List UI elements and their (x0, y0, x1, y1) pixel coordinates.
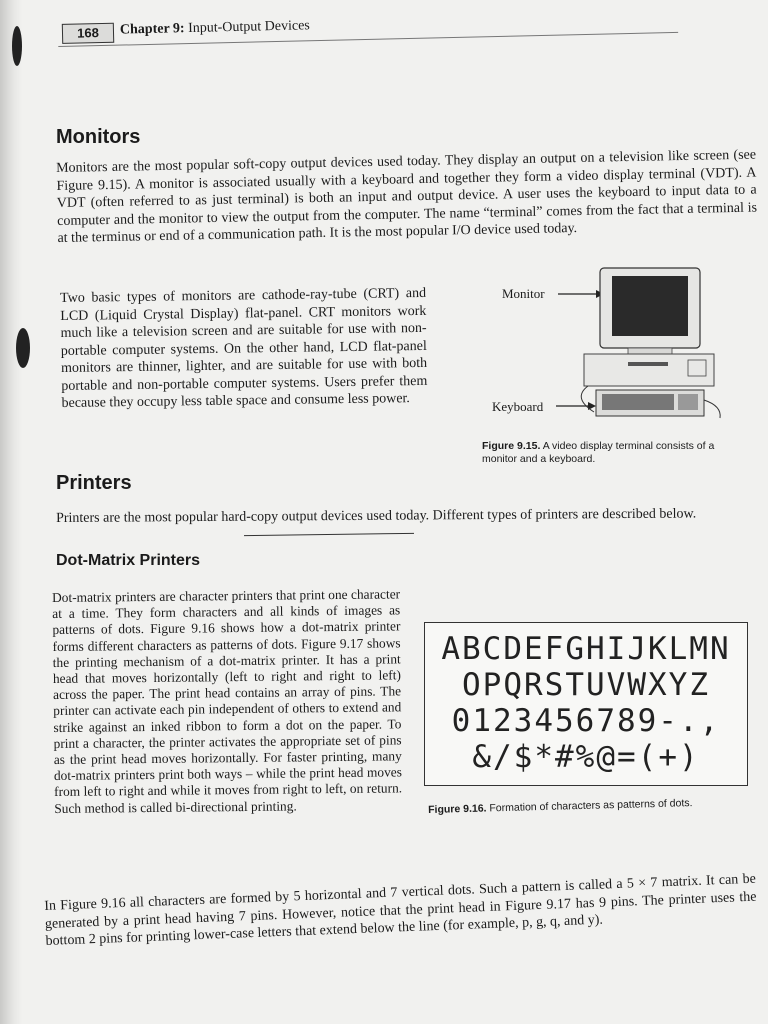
dot-matrix-line-3: 0123456789-., (451, 703, 721, 739)
figure-9-16-number: Figure 9.16. (428, 802, 487, 816)
monitors-heading: Monitors (56, 126, 141, 148)
keyboard-label: Keyboard (492, 399, 544, 414)
chapter-name: Input-Output Devices (187, 18, 310, 37)
page-number: 168 (62, 23, 114, 44)
dot-matrix-heading: Dot-Matrix Printers (56, 552, 201, 569)
figure-9-15-number: Figure 9.15. (482, 440, 541, 452)
figure-9-16-caption (428, 796, 748, 817)
dot-matrix-line-1: ABCDEFGHIJKLMN (441, 631, 731, 667)
monitors-paragraph: Monitors are the most popular soft-copy output devices used today. They display an output on a television like screen (see Figure 9.15). A monitor is associated usually with a keyboard and together they form a video display terminal (VDT). A VDT (often referred to as just terminal) is both an input and output device. A user uses the keyboard to input data to a computer and the monitor to view the output from the computer. The name “terminal” comes from the fact that a terminal is at the terminus or end of a communication path. It is the most popular I/O device used today. (56, 147, 758, 246)
figure-9-15 (482, 262, 768, 465)
printers-paragraph: Printers are the most popular hard-copy output devices used today. Different types of printers are described below. (56, 506, 697, 526)
chapter-label: Chapter 9: (119, 21, 185, 38)
dot-matrix-line-4: &/$*#%@=(+) (472, 739, 700, 775)
figure-9-15-caption (482, 440, 752, 466)
binding-mark-top (12, 26, 22, 66)
dot-matrix-line-2: OPQRSTUVWXYZ (462, 667, 710, 703)
monitor-label: Monitor (502, 286, 545, 301)
printers-heading: Printers (56, 472, 132, 494)
chapter-title (120, 18, 310, 38)
monitor-types-paragraph: Two basic types of monitors are cathode-ray-tube (CRT) and LCD (Liquid Crystal Display) flat-panel. CRT monitors work much like a television screen and are suitable for use with non-portable computer systems. On the other hand, LCD flat-panel monitors are thinner, lighter, and are suitable for use with both portable and non-portable computer systems. Users prefer them because they occupy less table space and consume less power. (60, 285, 428, 411)
dot-pattern-paragraph: In Figure 9.16 all characters are formed by 5 horizontal and 7 vertical dots. Such a pattern is called a 5 × 7 matrix. It can be generated by a print head having 7 pins. However, notice that the print head in Figure 9.17 has 9 pins. The printer uses the bottom 2 pins for printing lower-case letters that extend below the line (for example, p, g, q, and y). (44, 871, 757, 949)
binding-mark-middle (16, 328, 30, 368)
page-binding-shadow (0, 0, 22, 1024)
figure-9-16-box (424, 622, 748, 786)
pen-underline (244, 533, 414, 536)
running-header (58, 3, 699, 48)
dot-matrix-paragraph: Dot-matrix printers are character printers that print one character at a time. They form characters and all kinds of images as patterns of dots. Figure 9.16 shows how a dot-matrix printer forms different characters as patterns of dots. Figure 9.17 shows the printing mechanism of a dot-matrix printer. It has a print head that moves horizontally (left to right and right to left) across the paper. The print head contains an array of pins. The printer can activate each pin independent of others to extend and strike against an inked ribbon to form a dot on the paper. To print a character, the printer activates the appropriate set of pins as the print head moves horizontally. For faster printing, many dot-matrix printers print both ways – while the print head moves from left to right and while it moves from right to left, on return. Such method is called bi-directional printing. (52, 586, 403, 816)
terminal-illustration (488, 262, 768, 432)
figure-9-15-text: A video display terminal consists of a monitor and a keyboard. (482, 440, 715, 465)
figure-9-16-text: Formation of characters as patterns of dots. (489, 797, 693, 815)
